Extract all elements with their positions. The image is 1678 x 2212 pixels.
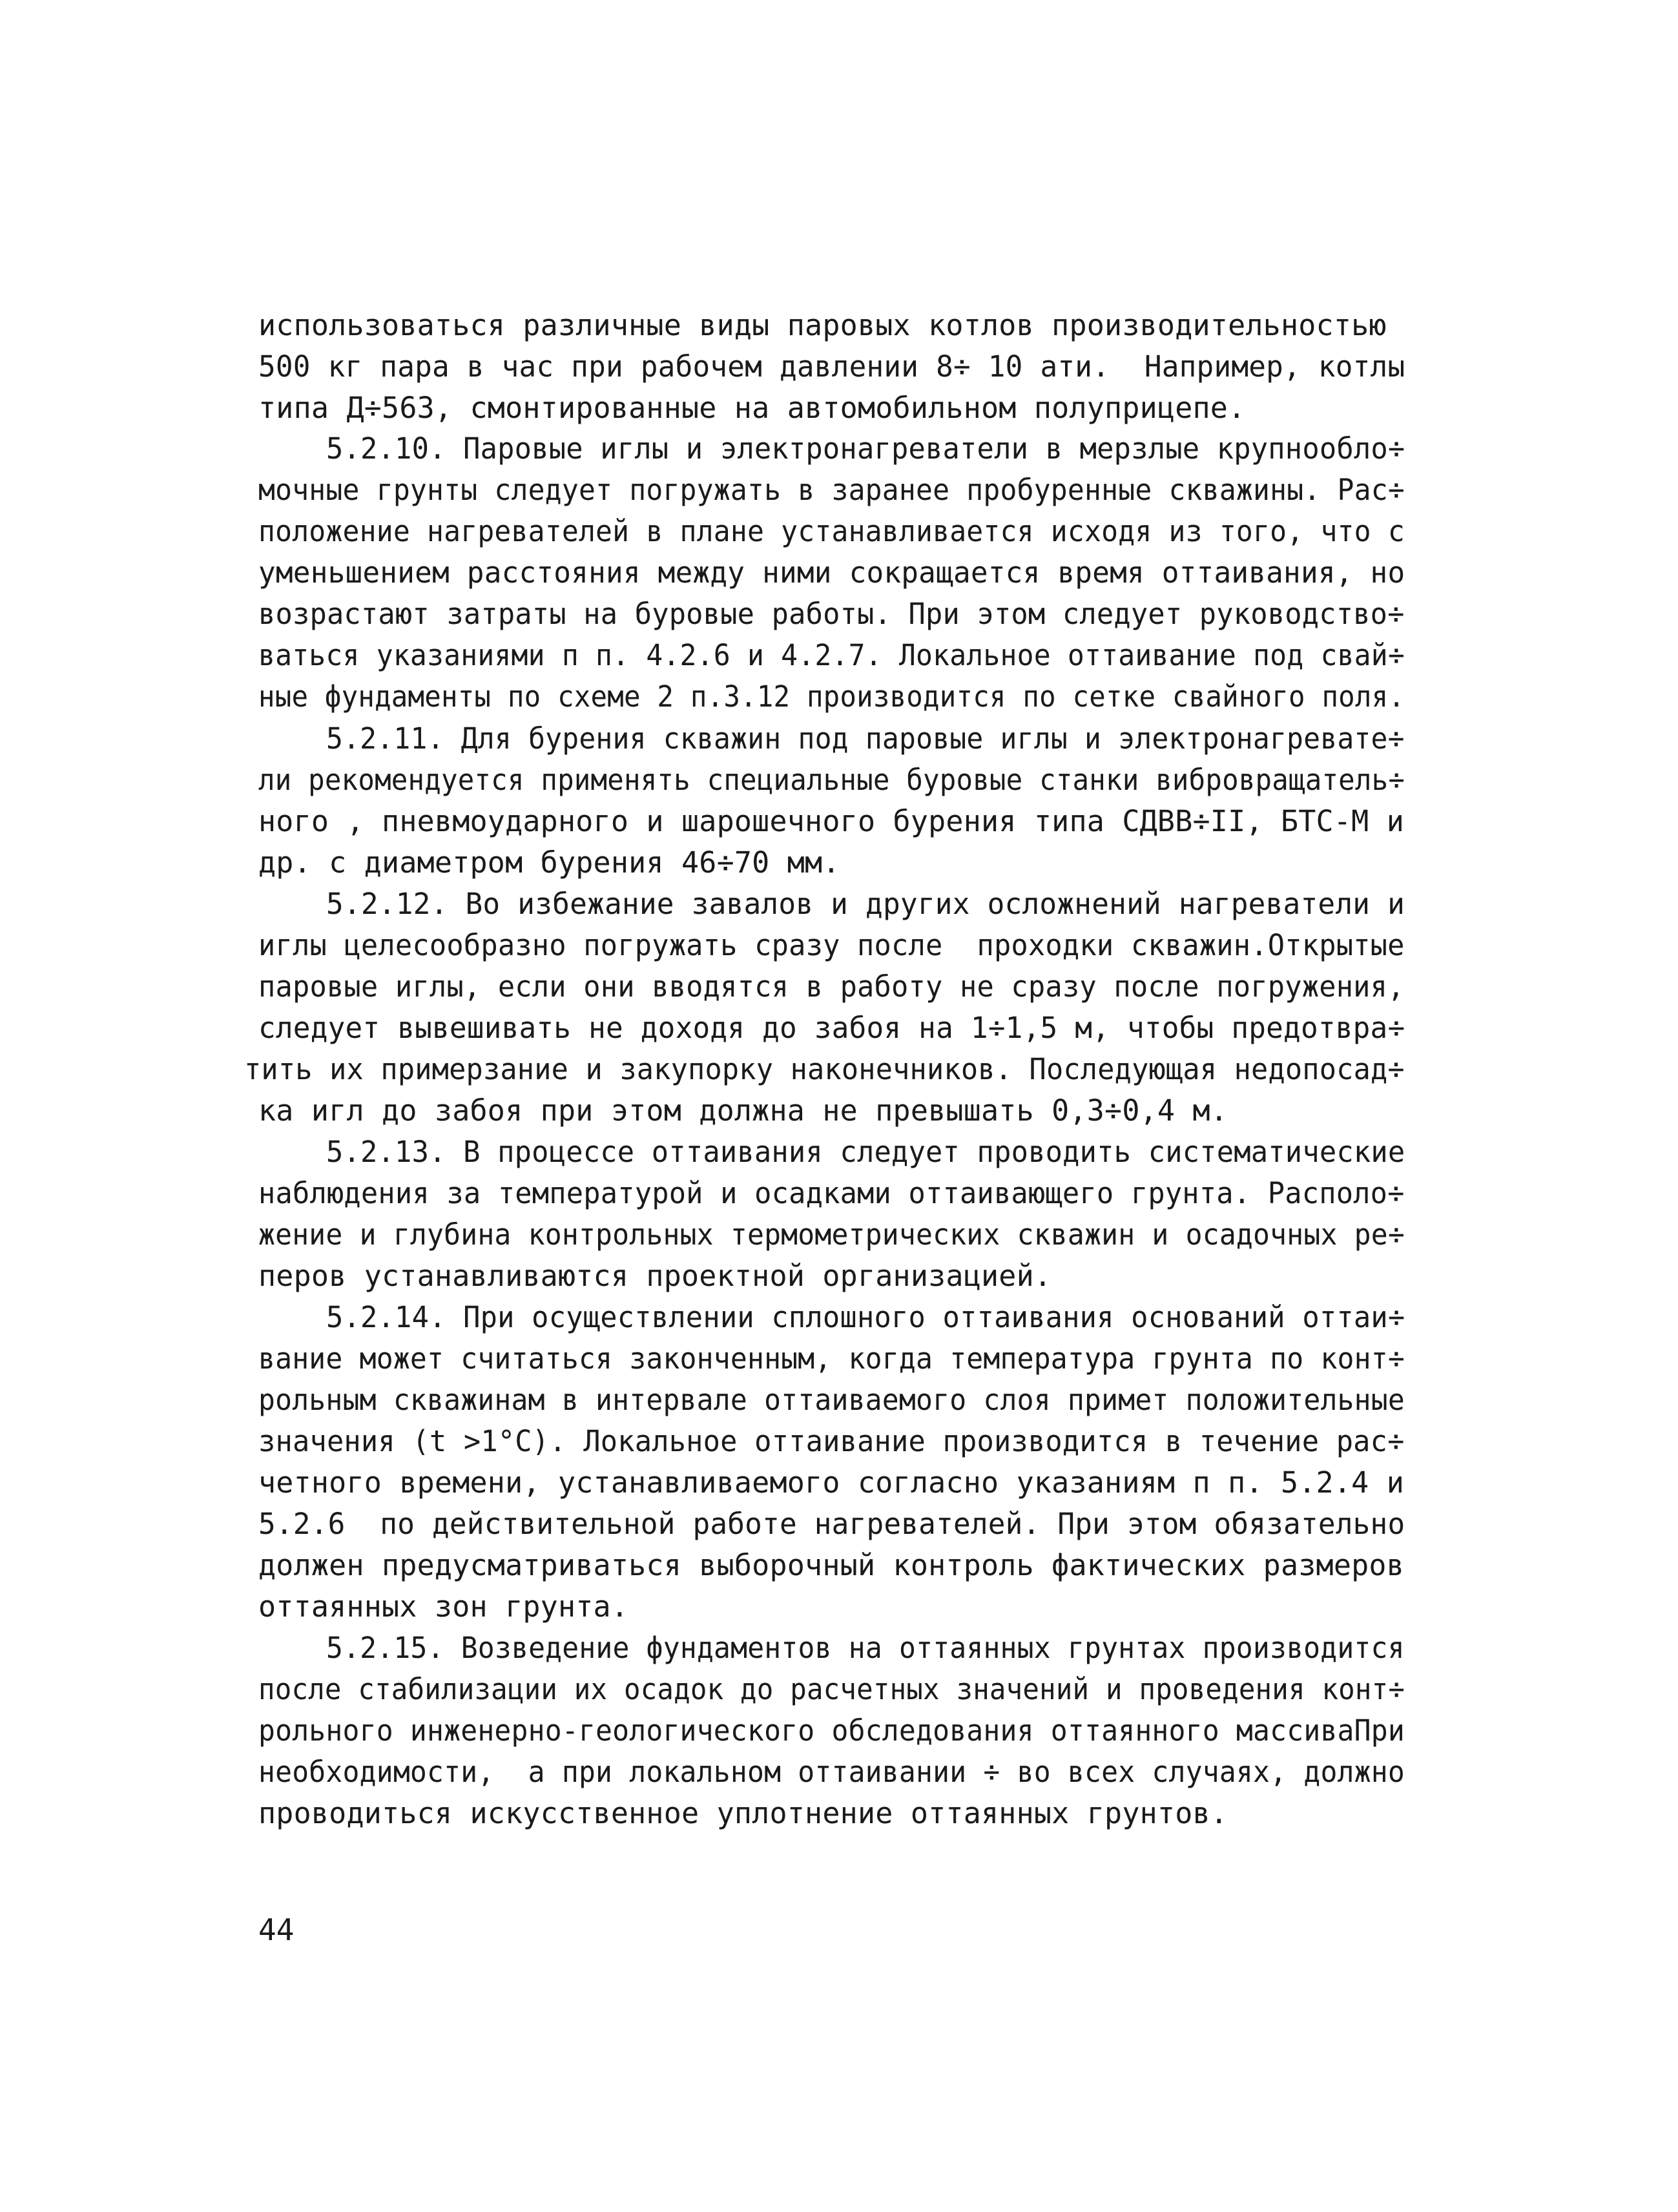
text-line: рольного инженерно-геологического обследования оттаянного массиваПри <box>258 1713 1405 1748</box>
text-line: рольным скважинам в интервале оттаиваемого слоя примет положительные <box>258 1383 1405 1417</box>
text-line: проводиться искусственное уплотнение оттаянных грунтов. <box>258 1796 1228 1830</box>
text-line: четного времени, устанавливаемого согласно указаниям п п. 5.2.4 и <box>258 1465 1404 1500</box>
text-line: мочные грунты следует погружать в заранее пробуренные скважины. Рас÷ <box>258 473 1405 507</box>
page-number: 44 <box>258 1912 295 1947</box>
text-line: иглы целесообразно погружать сразу после проходки скважин.Открытые <box>258 928 1405 962</box>
text-line: оттаянных зон грунта. <box>258 1589 629 1624</box>
text-line: вание может считаться законченным, когда температура грунта по конт÷ <box>258 1341 1405 1376</box>
text-line: значения (t >1°С). Локальное оттаивание производится в течение рас÷ <box>258 1424 1405 1458</box>
text-line: ные фундаменты по схеме 2 п.3.12 производится по сетке свайного поля. <box>258 679 1405 714</box>
text-line: 5.2.12. Во избежание завалов и других осложнений нагреватели и <box>326 887 1405 921</box>
text-line: 5.2.10. Паровые иглы и электронагреватели в мерзлые крупнообло÷ <box>326 431 1405 466</box>
text-line: 5.2.14. При осуществлении сплошного оттаивания оснований оттаи÷ <box>326 1300 1405 1334</box>
text-line: уменьшением расстояния между ними сокращается время оттаивания, но <box>258 555 1405 590</box>
text-line: ка игл до забоя при этом должна не превышать 0,3÷0,4 м. <box>258 1093 1228 1128</box>
text-line: тить их примерзание и закупорку наконечников. Последующая недопосад÷ <box>244 1052 1405 1086</box>
text-line: ного , пневмоударного и шарошечного бурения типа СДВВ÷II, БТС-М и <box>258 804 1404 838</box>
text-line: 5.2.11. Для бурения скважин под паровые иглы и электронагревате÷ <box>326 721 1405 756</box>
text-line: после стабилизации их осадок до расчетных значений и проведения конт÷ <box>258 1672 1405 1706</box>
text-line: ваться указаниями п п. 4.2.6 и 4.2.7. Локальное оттаивание под свай÷ <box>258 638 1405 672</box>
text-line: 500 кг пара в час при рабочем давлении 8÷ 10 ати. Например, котлы <box>258 349 1405 384</box>
text-line: ли рекомендуется применять специальные буровые станки вибровращатель÷ <box>258 763 1405 797</box>
text-line: положение нагревателей в плане устанавливается исходя из того, что с <box>258 514 1405 548</box>
text-line: 5.2.6 по действительной работе нагревателей. При этом обязательно <box>258 1507 1405 1541</box>
text-line: возрастают затраты на буровые работы. При этом следует руководство÷ <box>258 597 1405 631</box>
text-line: следует вывешивать не доходя до забоя на 1÷1,5 м, чтобы предотвра÷ <box>258 1011 1405 1045</box>
text-line: др. с диаметром бурения 46÷70 мм. <box>258 845 840 880</box>
text-line: жение и глубина контрольных термометрических скважин и осадочных ре÷ <box>258 1217 1405 1252</box>
text-line: должен предусматриваться выборочный контроль фактических размеров <box>258 1548 1404 1582</box>
text-line: наблюдения за температурой и осадками оттаивающего грунта. Располо÷ <box>258 1176 1405 1210</box>
text-line: типа Д÷563, смонтированные на автомобильном полуприцепе. <box>258 391 1246 425</box>
text-line: паровые иглы, если они вводятся в работу не сразу после погружения, <box>258 969 1405 1004</box>
text-line: необходимости, а при локальном оттаивании ÷ во всех случаях, должно <box>258 1755 1405 1789</box>
text-line: перов устанавливаются проектной организацией. <box>258 1259 1052 1293</box>
text-line: 5.2.15. Возведение фундаментов на оттаянных грунтах производится <box>326 1631 1405 1665</box>
text-line: использоваться различные виды паровых котлов производительностью <box>258 308 1387 342</box>
text-line: 5.2.13. В процессе оттаивания следует проводить систематические <box>326 1135 1405 1169</box>
